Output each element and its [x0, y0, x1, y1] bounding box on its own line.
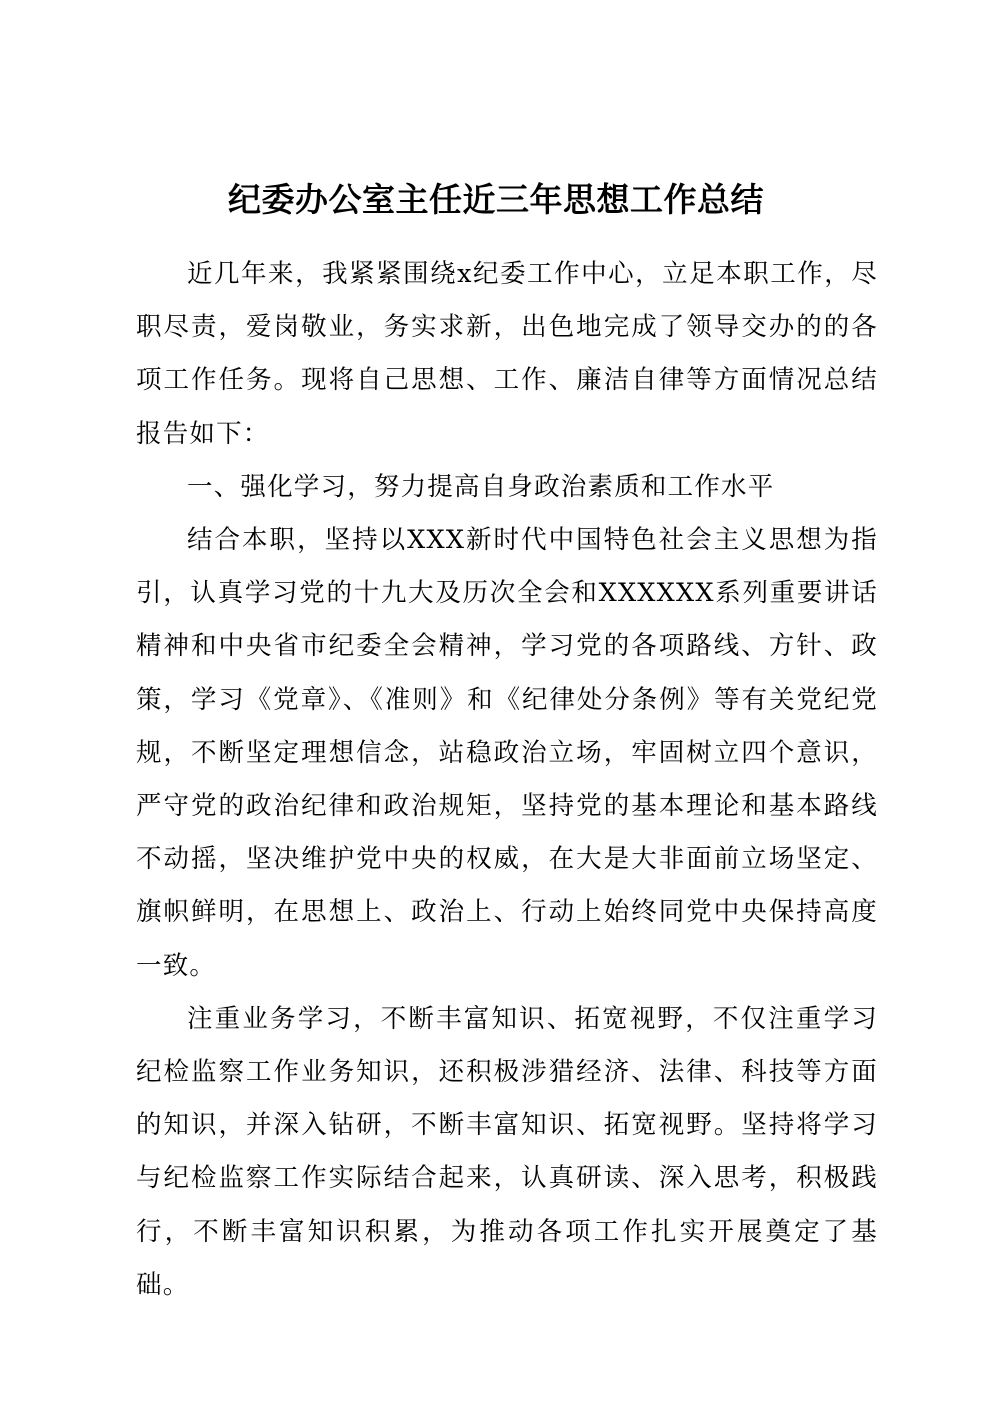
business-study-paragraph: 注重业务学习，不断丰富知识、拓宽视野，不仅注重学习纪检监察工作业务知识，还积极涉猎经济、法律、科技等方面的知识，并深入钻研，不断丰富知识、拓宽视野。坚持将学习与纪检监察工作实际结合起来，认真研读、深入思考，积极践行，不断丰富知识积累，为推动各项工作扎实开展奠定了基础。 — [136, 1003, 878, 1300]
study-politics-paragraph: 结合本职，坚持以XXX新时代中国特色社会主义思想为指引，认真学习党的十九大及历次全会和XXXXXX系列重要讲话精神和中央省市纪委全会精神，学习党的各项路线、方针、政策，学习《党章》、《准则》和《纪律处分条例》等有关党纪党规，不断坚定理想信念，站稳政治立场，牢固树立四个意识，严守党的政治纪律和政治规矩，坚持党的基本理论和基本路线不动摇，坚决维护党中央的权威，在大是大非面前立场坚定、旗帜鲜明，在思想上、政治上、行动上始终同党中央保持高度一致。 — [136, 525, 878, 981]
intro-paragraph: 近几年来，我紧紧围绕x纪委工作中心，立足本职工作，尽职尽责，爱岗敬业，务实求新，出色地完成了领导交办的的各项工作任务。现将自己思想、工作、廉洁自律等方面情况总结报告如下： — [136, 259, 878, 449]
section-heading: 一、强化学习，努力提高自身政治素质和工作水平 — [187, 471, 775, 502]
document-title: 纪委办公室主任近三年思想工作总结 — [228, 180, 764, 219]
document-body — [136, 248, 878, 1312]
